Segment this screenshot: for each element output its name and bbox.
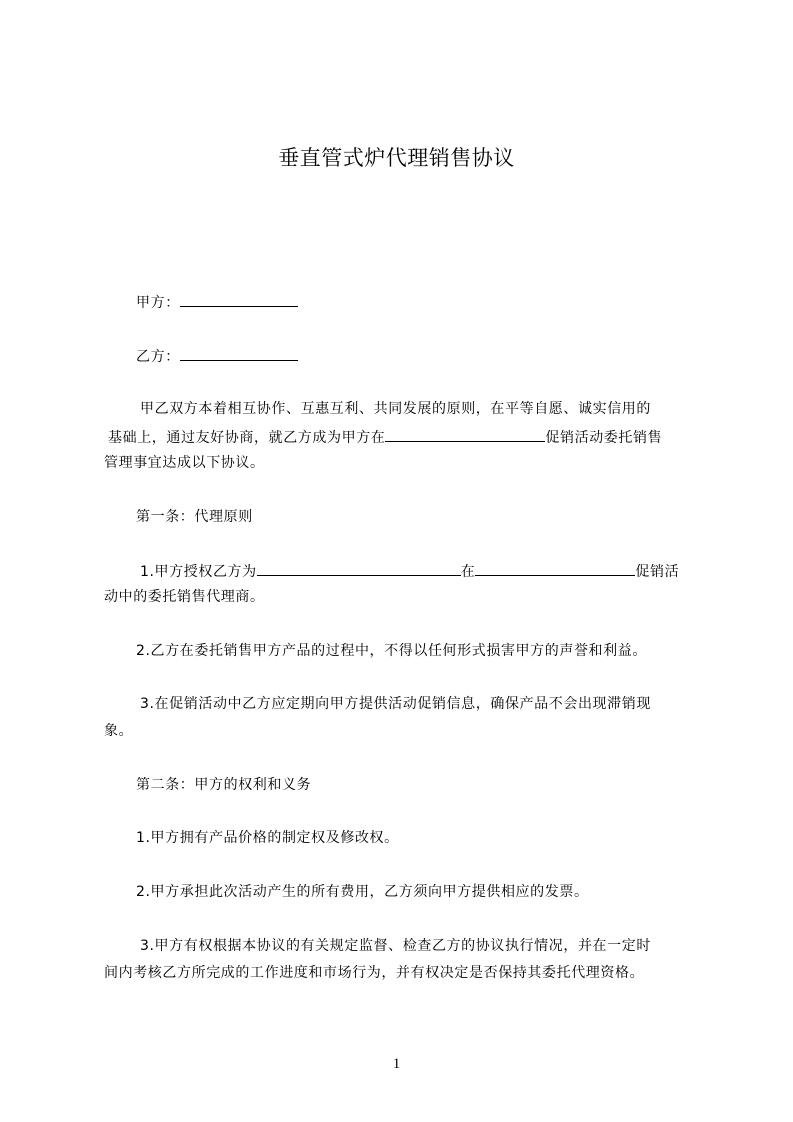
party-a-label: 甲方：	[136, 295, 180, 311]
activity-blank	[475, 560, 635, 576]
preamble-line-3: 管理事宜达成以下协议。	[104, 455, 265, 471]
article-1-item-1	[140, 560, 740, 582]
article-1-item-3: 3.在促销活动中乙方应定期向甲方提供活动促销信息，确保产品不会出现滞销现	[140, 696, 651, 712]
article-2-heading: 第二条：甲方的权利和义务	[136, 777, 312, 793]
preamble-line-2	[108, 426, 708, 448]
preamble-line-2-a: 基础上，通过友好协商，就乙方成为甲方在	[108, 430, 386, 446]
promotion-blank	[385, 426, 545, 442]
article-1-item-3-cont: 象。	[104, 723, 134, 739]
article-1-item-1-a: 1.甲方授权乙方为	[140, 564, 257, 580]
article-1-item-1-cont: 动中的委托销售代理商。	[104, 589, 265, 605]
article-1-item-1-c: 促销活	[635, 564, 680, 580]
agent-name-blank	[257, 560, 461, 576]
article-2-item-3-cont: 间内考核乙方所完成的工作进度和市场行为，并有权决定是否保持其委托代理资格。	[104, 965, 645, 981]
article-1-item-2: 2.乙方在委托销售甲方产品的过程中，不得以任何形式损害甲方的声誉和利益。	[136, 643, 647, 659]
preamble-line-1: 甲乙双方本着相互协作、互惠互利、共同发展的原则，在平等自愿、诚实信用的	[140, 401, 651, 417]
article-2-item-1: 1.甲方拥有产品价格的制定权及修改权。	[136, 830, 399, 846]
article-1-item-1-b: 在	[460, 564, 476, 580]
document-title: 垂直管式炉代理销售协议	[278, 146, 515, 170]
party-a-line	[136, 291, 736, 313]
page-number: 1	[392, 1056, 401, 1072]
article-1-heading: 第一条：代理原则	[136, 509, 253, 525]
party-b-line	[136, 345, 736, 367]
party-a-blank	[180, 291, 298, 307]
article-2-item-3: 3.甲方有权根据本协议的有关规定监督、检查乙方的协议执行情况，并在一定时	[140, 938, 651, 954]
preamble-line-2-b: 促销活动委托销售	[545, 430, 663, 446]
party-b-blank	[180, 345, 298, 361]
article-2-item-2: 2.甲方承担此次活动产生的所有费用，乙方须向甲方提供相应的发票。	[136, 884, 589, 900]
party-b-label: 乙方：	[136, 349, 180, 365]
